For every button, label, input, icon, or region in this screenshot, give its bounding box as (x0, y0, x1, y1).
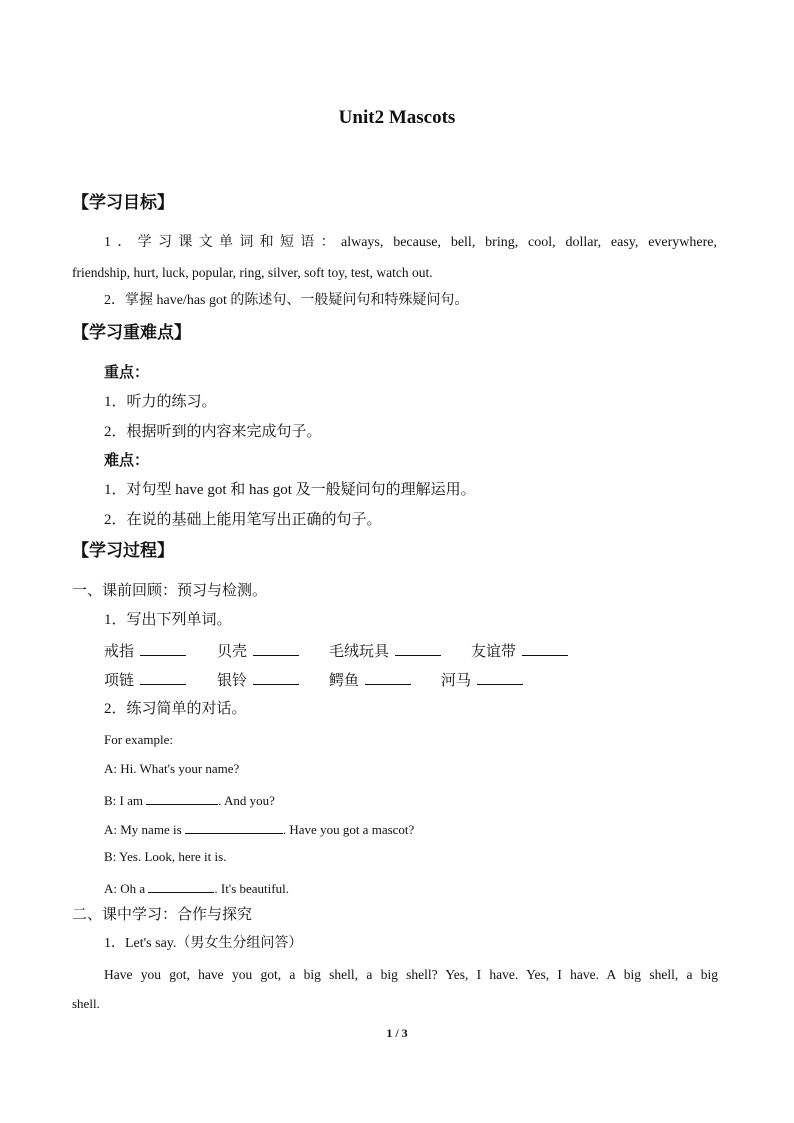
answer-blank[interactable] (146, 790, 218, 805)
dialog-text: B: I am (104, 793, 147, 808)
word-label: 友谊带 (471, 644, 517, 660)
section-heading-goals: 【学习目标】 (72, 193, 174, 212)
word-item (471, 641, 568, 661)
dialog-line-3 (104, 819, 414, 839)
word-label: 鳄鱼 (329, 673, 360, 689)
task-1: 1．写出下列单词。 (104, 612, 232, 628)
answer-blank[interactable] (253, 641, 299, 656)
word-label: 河马 (441, 673, 472, 689)
answer-blank[interactable] (185, 819, 283, 834)
difficult-label: 难点： (104, 453, 150, 469)
difficult-item-1: 1．对句型 have got 和 has got 及一般疑问句的理解运用。 (104, 482, 476, 498)
important-label: 重点： (104, 365, 150, 381)
page-number: 1 / 3 (386, 1026, 408, 1040)
section-heading-key-points: 【学习重难点】 (72, 323, 191, 342)
answer-blank[interactable] (140, 670, 186, 685)
important-item-1: 1．听力的练习。 (104, 394, 217, 410)
task-2: 2．练习简单的对话。 (104, 701, 247, 717)
section-heading-process: 【学习过程】 (72, 541, 174, 560)
answer-blank[interactable] (522, 641, 568, 656)
important-item-2: 2．根据听到的内容来完成句子。 (104, 424, 322, 440)
dialog-text: . It's beautiful. (214, 881, 289, 896)
answer-blank[interactable] (477, 670, 523, 685)
answer-blank[interactable] (140, 641, 186, 656)
word-item (104, 670, 186, 690)
word-label: 贝壳 (217, 644, 248, 660)
word-item (104, 641, 186, 661)
chant-line-2: shell. (72, 996, 100, 1011)
goals-item-1-line-2: friendship, hurt, luck, popular, ring, silver, soft toy, test, watch out. (72, 265, 433, 280)
part-2-heading: 二、课中学习：合作与探究 (72, 907, 253, 923)
goals-item-2: 2．掌握 have/has got 的陈述句、一般疑问句和特殊疑问句。 (104, 293, 469, 308)
dialog-line-1: A: Hi. What's your name? (104, 761, 240, 776)
word-item (329, 641, 441, 661)
dialog-text: A: My name is (104, 822, 185, 837)
page-title: Unit2 Mascots (338, 107, 456, 128)
dialog-line-2 (104, 790, 275, 810)
difficult-item-2: 2．在说的基础上能用笔写出正确的句子。 (104, 512, 382, 528)
answer-blank[interactable] (253, 670, 299, 685)
word-item (441, 670, 523, 690)
answer-blank[interactable] (148, 878, 214, 893)
word-label: 戒指 (104, 644, 135, 660)
dialog-text: . Have you got a mascot? (282, 822, 415, 837)
goals-item-1-line-1: 1．学习课文单词和短语：always, because, bell, bring, cool, dollar, easy, everywhere, (104, 235, 717, 250)
word-label: 项链 (104, 673, 135, 689)
dialog-text: A: Oh a (104, 881, 149, 896)
answer-blank[interactable] (395, 641, 441, 656)
word-item (217, 670, 299, 690)
answer-blank[interactable] (365, 670, 411, 685)
dialog-line-4: B: Yes. Look, here it is. (104, 849, 227, 864)
word-label: 银铃 (217, 673, 248, 689)
part-1-heading: 一、课前回顾：预习与检测。 (72, 583, 268, 599)
example-label: For example: (104, 732, 173, 747)
dialog-text: . And you? (218, 793, 275, 808)
word-item (217, 641, 299, 661)
word-label: 毛绒玩具 (329, 644, 390, 660)
dialog-line-5 (104, 878, 289, 898)
chant-line-1: Have you got, have you got, a big shell, a big shell? Yes, I have. Yes, I have. A big shell, a big (104, 967, 718, 982)
lets-say-task: 1．Let's say.（男女生分组问答） (104, 936, 303, 951)
word-item (329, 670, 411, 690)
